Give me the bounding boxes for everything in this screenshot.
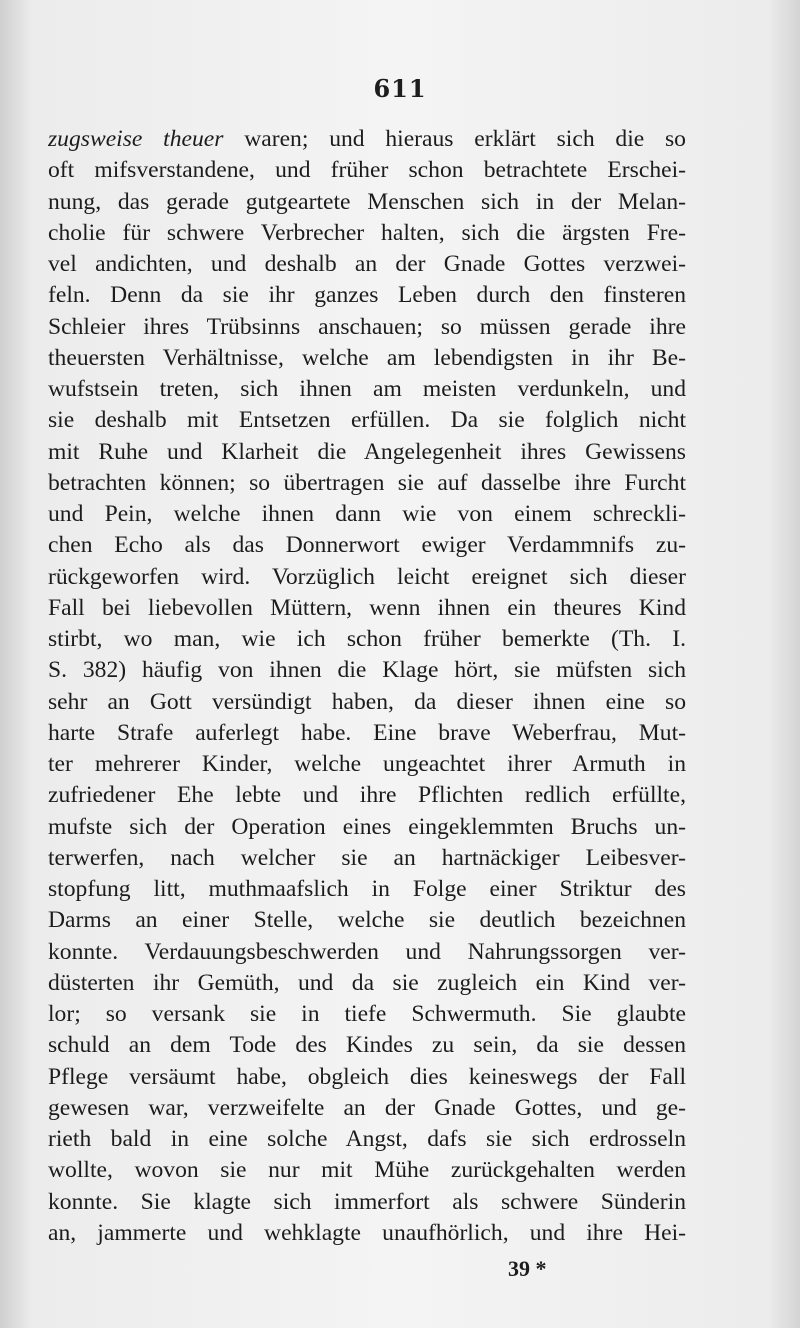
text-line: zufriedener Ehe lebte und ihre Pflichten redlich erfüllte, xyxy=(48,782,686,809)
text-line: Fall bei liebevollen Müttern, wenn ihnen ein theures Kind xyxy=(48,594,686,621)
text-line: mit Ruhe und Klarheit die Angelegenheit ihres Gewissens xyxy=(48,438,686,465)
text-line: und Pein, welche ihnen dann wie von einem schreckli- xyxy=(48,501,686,527)
body-text xyxy=(48,124,686,1249)
text-line: harte Strafe auferlegt habe. Eine brave Weberfrau, Mut- xyxy=(48,719,686,746)
text-line: gewesen war, verzweifelte an der Gnade Gottes, und ge- xyxy=(48,1094,686,1121)
text-line: chen Echo als das Donnerwort ewiger Verdammnifs zu- xyxy=(48,532,686,559)
text-line: ter mehrerer Kinder, welche ungeachtet ihrer Armuth in xyxy=(48,751,686,777)
text-line: lor; so versank sie in tiefe Schwermuth. Sie glaubte xyxy=(48,1001,686,1027)
text-line: konnte. Verdauungsbeschwerden und Nahrungssorgen ver- xyxy=(48,938,686,965)
text-line: nung, das gerade gutgeartete Menschen sich in der Melan- xyxy=(48,188,686,215)
text-line: betrachten können; so übertragen sie auf dasselbe ihre Furcht xyxy=(48,469,686,496)
text-line: vel andichten, und deshalb an der Gnade Gottes verzwei- xyxy=(48,251,686,277)
text-line: oft mifsverstandene, und früher schon betrachtete Erschei- xyxy=(48,157,686,184)
text-line: theuersten Verhältnisse, welche am lebendigsten in ihr Be- xyxy=(48,344,686,371)
signature-mark: 39 * xyxy=(508,1256,547,1281)
page-number: 611 xyxy=(373,74,427,103)
text-line: mufste sich der Operation eines eingeklemmten Bruchs un- xyxy=(48,813,686,840)
text-line: rückgeworfen wird. Vorzüglich leicht ereignet sich dieser xyxy=(48,563,686,590)
text-line: Pflege versäumt habe, obgleich dies keineswegs der Fall xyxy=(48,1063,686,1090)
text-line: wufstsein treten, sich ihnen am meisten verdunkeln, und xyxy=(48,376,686,402)
text-line: zugsweise theuer waren; und hieraus erklärt sich die so xyxy=(48,126,686,152)
text-line: wollte, wovon sie nur mit Mühe zurückgehalten werden xyxy=(48,1157,686,1184)
text-line: terwerfen, nach welcher sie an hartnäckiger Leibesver- xyxy=(48,844,686,871)
text-line: Darms an einer Stelle, welche sie deutlich bezeichnen xyxy=(48,907,686,934)
text-line: rieth bald in eine solche Angst, dafs sie sich erdrosseln xyxy=(48,1126,686,1152)
text-line: feln. Denn da sie ihr ganzes Leben durch den finsteren xyxy=(48,282,686,309)
text-line: düsterten ihr Gemüth, und da sie zugleich ein Kind ver- xyxy=(48,969,686,996)
text-line: S. 382) häufig von ihnen die Klage hört, sie müfsten sich xyxy=(48,657,686,684)
text-line: konnte. Sie klagte sich immerfort als schwere Sünderin xyxy=(48,1188,686,1215)
text-line: schuld an dem Tode des Kindes zu sein, da sie dessen xyxy=(48,1032,686,1059)
text-line: sie deshalb mit Entsetzen erfüllen. Da sie folglich nicht xyxy=(48,407,686,434)
text-line: sehr an Gott versündigt haben, da dieser ihnen eine so xyxy=(48,688,686,715)
text-line: Schleier ihres Trübsinns anschauen; so müssen gerade ihre xyxy=(48,313,686,340)
text-line: an, jammerte und wehklagte unaufhörlich, und ihre Hei- xyxy=(48,1219,686,1246)
text-line: stirbt, wo man, wie ich schon früher bemerkte (Th. I. xyxy=(48,626,686,652)
italic-lead: zugsweise theuer xyxy=(48,126,224,152)
text-line: cholie für schwere Verbrecher halten, sich die ärgsten Fre- xyxy=(48,219,686,246)
text-line: stopfung litt, muthmaafslich in Folge einer Striktur des xyxy=(48,876,686,902)
